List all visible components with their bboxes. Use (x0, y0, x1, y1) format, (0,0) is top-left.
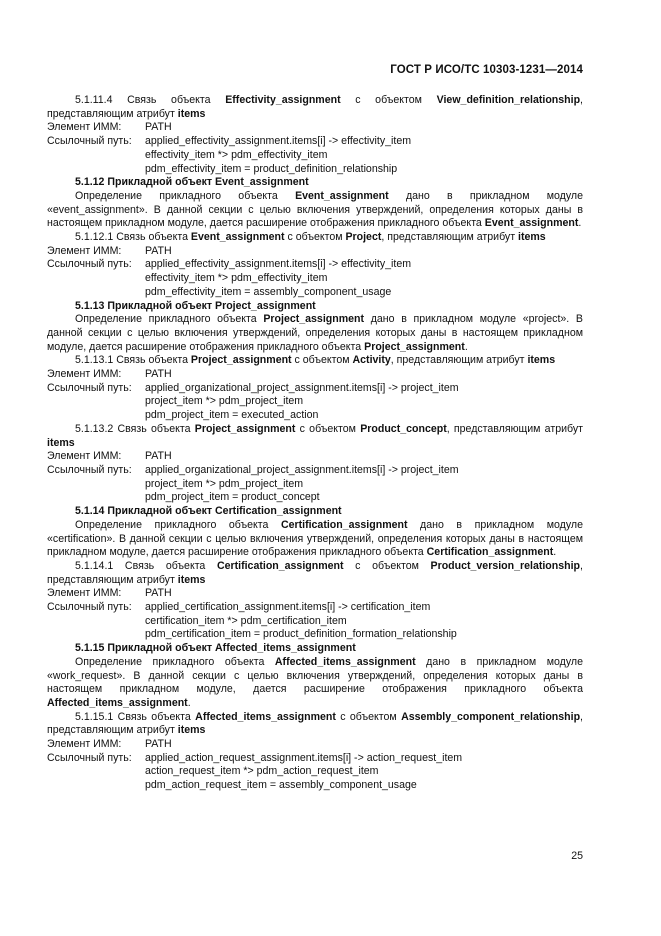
subsection-5-1-13-1: 5.1.13.1 Связь объекта Project_assignment с объектом Activity, представляющим атрибут items (75, 354, 556, 367)
document-body (47, 94, 583, 793)
ref-path-row: Ссылочный путь: applied_effectivity_assignment.items[i] -> effectivity_item (47, 135, 412, 148)
subsection-5-1-12-1: 5.1.12.1 Связь объекта Event_assignment с объектом Project, представляющим атрибут items (75, 231, 546, 244)
document-header: ГОСТ Р ИСО/ТС 10303-1231—2014 (390, 64, 583, 76)
paragraph-5-1-14: Определение прикладного объекта Certification_assignment дано в прикладном модуле «certification». В данной секции с целью включения утверждений, определения которых даны в настоящем прикладном модуле, дается расширение отображения прикладного объекта Certification_assignment. (47, 518, 583, 559)
section-heading-5-1-13: 5.1.13 Прикладной объект Project_assignment (75, 299, 316, 312)
paragraph-5-1-15: Определение прикладного объекта Affected_items_assignment дано в прикладном модуле «work_request». В данной секции с целью включения утверждений, определения которых даны в настоящем прикладном модуле, дается расширение отображения прикладного объекта Affected_items_assignment. (47, 655, 583, 709)
subsection-5-1-13-2: 5.1.13.2 Связь объекта Project_assignment с объектом Product_concept, представляющим атрибут items (47, 422, 583, 449)
ref-path-line: project_item *> pdm_project_item (145, 395, 304, 408)
ref-path-line: certification_item *> pdm_certification_item (145, 614, 347, 627)
ref-path-line: pdm_certification_item = product_definition_formation_relationship (145, 628, 457, 641)
ref-path-row: Ссылочный путь: applied_organizational_project_assignment.items[i] -> project_item (47, 463, 459, 476)
paragraph-5-1-12: Определение прикладного объекта Event_assignment дано в прикладном модуле «event_assignment». В данной секции с целью включения утверждений, определения которых даны в настоящем прикладном модуле, дается расширение отображения прикладного объекта Event_assignment. (47, 189, 583, 230)
ref-path-line: project_item *> pdm_project_item (145, 477, 304, 490)
imm-element-row: Элемент ИММ: PATH (47, 587, 172, 600)
subsection-5-1-15-1: 5.1.15.1 Связь объекта Affected_items_assignment с объектом Assembly_component_relationship, представляющим атрибут items (47, 710, 583, 737)
ref-path-line: pdm_project_item = product_concept (145, 491, 320, 504)
section-heading-5-1-12: 5.1.12 Прикладной объект Event_assignment (75, 176, 309, 189)
ref-path-line: pdm_effectivity_item = product_definition_relationship (145, 162, 398, 175)
ref-path-line: effectivity_item *> pdm_effectivity_item (145, 148, 328, 161)
section-heading-5-1-14: 5.1.14 Прикладной объект Certification_assignment (75, 505, 342, 518)
imm-element-row: Элемент ИММ: PATH (47, 738, 172, 751)
document-page (47, 0, 583, 936)
ref-path-line: pdm_action_request_item = assembly_component_usage (145, 779, 417, 792)
section-heading-5-1-15: 5.1.15 Прикладной объект Affected_items_assignment (75, 642, 356, 655)
imm-element-row: Элемент ИММ: PATH (47, 121, 172, 134)
ref-path-line: effectivity_item *> pdm_effectivity_item (145, 272, 328, 285)
subsection-5-1-14-1: 5.1.14.1 Связь объекта Certification_assignment с объектом Product_version_relationship, представляющим атрибут items (47, 559, 583, 586)
ref-path-row: Ссылочный путь: applied_action_request_assignment.items[i] -> action_request_item (47, 751, 463, 764)
imm-element-row: Элемент ИММ: PATH (47, 450, 172, 463)
ref-path-line: action_request_item *> pdm_action_request_item (145, 765, 379, 778)
page-number: 25 (571, 850, 583, 862)
ref-path-row: Ссылочный путь: applied_organizational_project_assignment.items[i] -> project_item (47, 381, 459, 394)
ref-path-line: pdm_project_item = executed_action (145, 409, 319, 422)
ref-path-row: Ссылочный путь: applied_effectivity_assignment.items[i] -> effectivity_item (47, 258, 412, 271)
imm-element-row: Элемент ИММ: PATH (47, 244, 172, 257)
ref-path-row: Ссылочный путь: applied_certification_assignment.items[i] -> certification_item (47, 601, 431, 614)
paragraph-5-1-13: Определение прикладного объекта Project_assignment дано в прикладном модуле «project». В данной секции с целью включения утверждений, определения которых даны в настоящем прикладном модуле, дается расширение отображения прикладного объекта Project_assignment. (47, 313, 583, 353)
ref-path-line: pdm_effectivity_item = assembly_component_usage (145, 285, 392, 298)
subsection-5-1-11-4: 5.1.11.4 Связь объекта Effectivity_assignment с объектом View_definition_relationship, представляющим атрибут items (47, 94, 583, 120)
imm-element-row: Элемент ИММ: PATH (47, 368, 172, 381)
